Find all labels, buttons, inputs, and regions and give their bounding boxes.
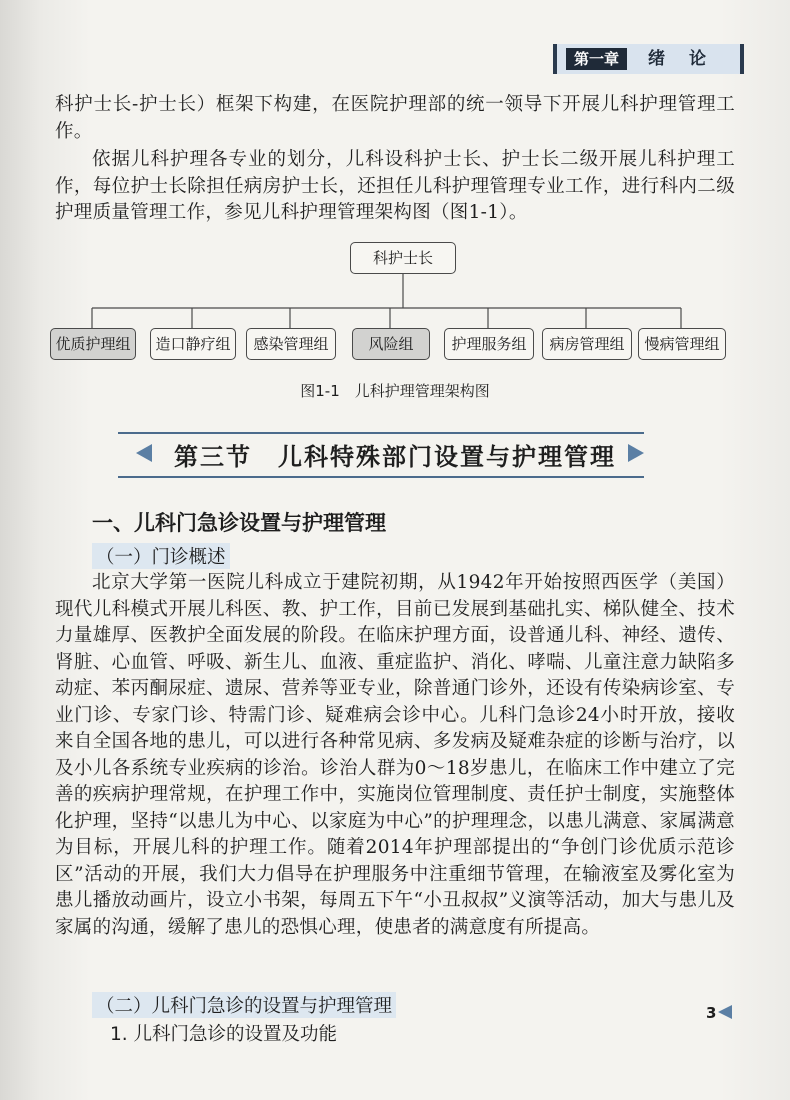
org-child-box: 风险组	[352, 328, 430, 360]
page-number: 3	[706, 1004, 717, 1022]
org-child-box: 优质护理组	[50, 328, 136, 360]
heading-level-1: 一、儿科门急诊设置与护理管理	[92, 511, 386, 535]
section-title: 第三节 儿科特殊部门设置与护理管理	[174, 443, 616, 471]
paragraph-1: 科护士长-护士长）框架下构建，在医院护理部的统一领导下开展儿科护理管理工作。	[55, 94, 735, 142]
heading-level-2: （二）儿科门急诊的设置与护理管理	[92, 992, 396, 1018]
chapter-title: 绪论	[648, 49, 730, 69]
org-root-box: 科护士长	[350, 242, 456, 274]
heading-level-3: 1. 儿科门急诊的设置及功能	[110, 1024, 338, 1045]
figure-caption: 图1-1 儿科护理管理架构图	[300, 382, 490, 400]
chapter-tag: 第一章	[566, 48, 627, 70]
org-child-box: 护理服务组	[444, 328, 534, 360]
page-marker-icon	[718, 1005, 732, 1019]
org-child-box: 慢病管理组	[638, 328, 726, 360]
chapter-accent-bar	[740, 44, 744, 74]
section-rule-bottom	[118, 476, 644, 478]
org-child-box: 造口静疗组	[150, 328, 236, 360]
org-chart	[50, 238, 730, 378]
paragraph-3: 北京大学第一医院儿科成立于建院初期，从1942年开始按照西医学（美国）现代儿科模式开展儿科医、教、护工作，目前已发展到基础扎实、梯队健全、技术力量雄厚、医教护全面发展的阶段。在临床护理方面，设普通儿科、神经、遗传、肾脏、心血管、呼吸、新生儿、血液、重症监护、消化、哮喘、儿童注意力缺陷多动症、苯丙酮尿症、遗尿、营养等亚专业，除普通门诊外，还设有传染病诊室、专业门诊、专家门诊、特需门诊、疑难病会诊中心。儿科门急诊24小时开放，接收来自全国各地的患儿，可以进行各种常见病、多发病及疑难杂症的诊断与治疗，以及小儿各系统专业疾病的诊治。诊治人群为0～18岁患儿，在临床工作中建立了完善的疾病护理常规，在护理工作中，实施岗位管理制度、责任护士制度，实施整体化护理，坚持“以患儿为中心、以家庭为中心”的护理理念，以患儿满意、家属满意为目标，开展儿科的护理工作。随着2014年护理部提出的“争创门诊优质示范诊区”活动的开展，我们大力倡导在护理服务中注重细节管理，在输液室及雾化室为患儿播放动画片，设立小书架，每周五下午“小丑叔叔”义演等活动，加大与患儿及家属的沟通，缓解了患儿的恐惧心理，使患者的满意度有所提高。	[55, 572, 735, 938]
paragraph-2: 依据儿科护理各专业的划分，儿科设科护士长、护士长二级开展儿科护理工作，每位护士长除担任病房护士长，还担任儿科护理管理专业工作，进行科内二级护理质量管理工作，参见儿科护理管理架构图（图1-1）。	[55, 149, 735, 223]
org-child-box: 感染管理组	[246, 328, 336, 360]
section-rule-top	[118, 432, 644, 434]
org-child-box: 病房管理组	[542, 328, 632, 360]
heading-level-2: （一）门诊概述	[92, 543, 230, 569]
